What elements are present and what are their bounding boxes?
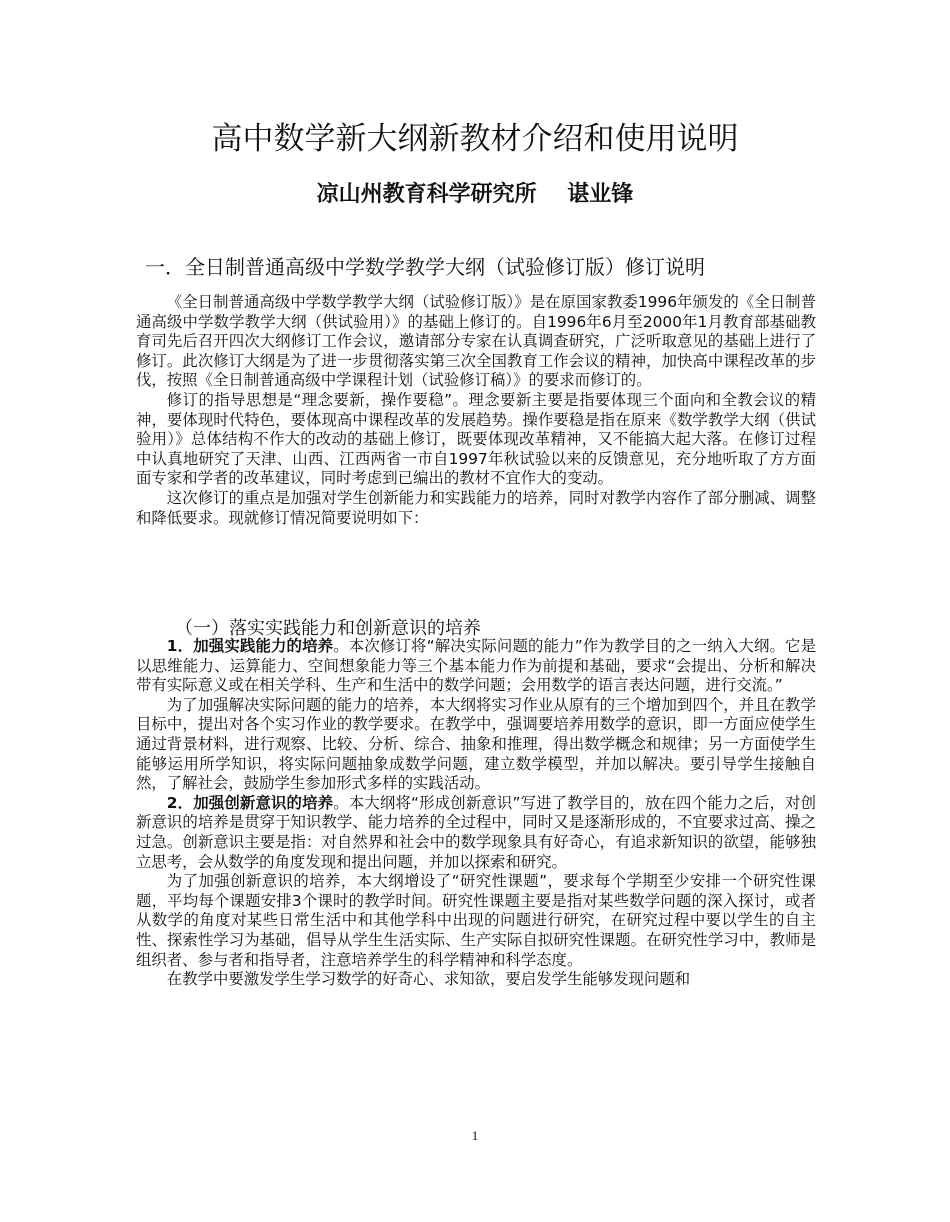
paragraph: 在教学中要激发学生学习数学的好奇心、求知欲，要启发学生能够发现问题和 xyxy=(166,970,691,989)
item-label: 1．加强实践能力的培养 xyxy=(166,637,334,655)
intro-text-block xyxy=(136,293,816,528)
list-item xyxy=(136,637,816,696)
item-text: 。本次修订将“解决实际问题的能力”作为教学目的之一纳入大纲。它是以思维能力、运算能力、空间想象能力等三个基本能力作为前提和基础，要求“会提出、分析和解决带有实际意义或在相关学科、生产和生活中的数学问题；会用数学的语言表达问题，进行交流。” xyxy=(136,637,816,695)
list-item xyxy=(136,794,816,872)
subsection-text-block xyxy=(136,637,816,990)
page-number: 1 xyxy=(471,1128,479,1143)
section-heading: 一．全日制普通高级中学数学教学大纲（试验修订版）修订说明 xyxy=(145,255,705,279)
paragraph: 修订的指导思想是“理念要新，操作要稳”。理念要新主要是指要体现三个面向和全教会议的精神，要体现时代特色，要体现高中课程改革的发展趋势。操作要稳是指在原来《数学教学大纲（供试验用）》总体结构不作大的改动的基础上修订，既要体现改革精神，又不能搞大起大落。在修订过程中认真地研究了天津、山西、江西两省一市自1997年秋试验以来的反馈意见，充分地听取了方方面面专家和学者的改革建议，同时考虑到已编出的教材不宜作大的变动。 xyxy=(136,390,816,488)
item-label: 2．加强创新意识的培养 xyxy=(166,793,334,812)
paragraph: 为了加强创新意识的培养，本大纲增设了“研究性课题”，要求每个学期至少安排一个研究性课题，平均每个课题安排3个课时的教学时间。研究性课题主要是指对某些数学问题的深入探讨，或者从数学的角度对某些日常生活中和其他学科中出现的问题进行研究，在研究过程中要以学生的自主性、探索性学习为基础，倡导从学生生活实际、生产实际自拟研究性课题。在研究性学习中，教师是组织者、参与者和指导者，注意培养学生的科学精神和科学态度。 xyxy=(136,872,816,969)
subsection-heading: （一）落实实践能力和创新意识的培养 xyxy=(175,618,481,639)
author-line: 凉山州教育科学研究所 谌业锋 xyxy=(316,182,634,207)
document-title: 高中数学新大纲新教材介绍和使用说明 xyxy=(211,121,739,157)
item-text: 。本大纲将“形成创新意识”写进了教学目的，放在四个能力之后，对创新意识的培养是贯穿于知识教学、能力培养的全过程中，同时又是逐渐形成的，不宜要求过高、操之过急。创新意识主要是指：对自然界和社会中的数学现象具有好奇心，有追求新知识的欲望，能够独立思考，会从数学的角度发现和提出问题，并加以探索和研究。 xyxy=(136,793,816,871)
paragraph: 这次修订的重点是加强对学生创新能力和实践能力的培养，同时对教学内容作了部分删减、调整和降低要求。现就修订情况简要说明如下： xyxy=(136,488,816,527)
paragraph: 《全日制普通高级中学数学教学大纲（试验修订版）》是在原国家教委1996年颁发的《全日制普通高级中学数学教学大纲（供试验用）》的基础上修订的。自1996年6月至2000年1月教育部基础教育司先后召开四次大纲修订工作会议，邀请部分专家在认真调查研究，广泛听取意见的基础上进行了修订。此次修订大纲是为了进一步贯彻落实第三次全国教育工作会议的精神，加快高中课程改革的步伐，按照《全日制普通高级中学课程计划（试验修订稿）》的要求而修订的。 xyxy=(136,293,816,390)
paragraph: 为了加强解决实际问题的能力的培养，本大纲将实习作业从原有的三个增加到四个，并且在教学目标中，提出对各个实习作业的教学要求。在教学中，强调要培养用数学的意识，即一方面应使学生通过背景材料，进行观察、比较、分析、综合、抽象和推理，得出数学概念和规律；另一方面使学生能够运用所学知识，将实际问题抽象成数学问题，建立数学模型，并加以解决。要引导学生接触自然，了解社会，鼓励学生参加形式多样的实践活动。 xyxy=(136,695,816,793)
